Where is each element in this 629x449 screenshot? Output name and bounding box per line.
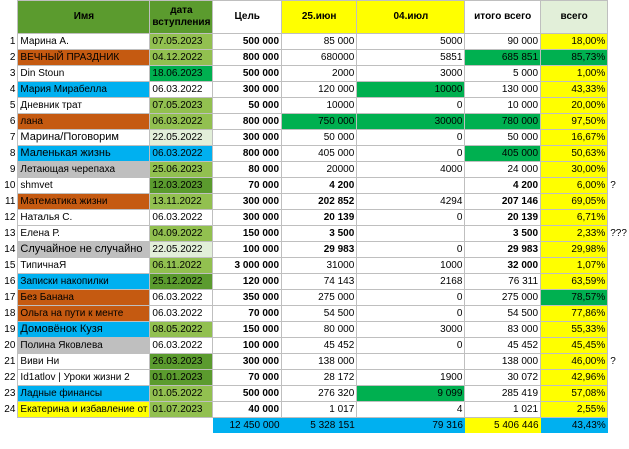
cell-total[interactable]: 45 452 <box>465 338 541 354</box>
cell-total[interactable]: 76 311 <box>465 274 541 290</box>
cell-pct[interactable]: 57,08% <box>541 386 608 402</box>
cell-jun[interactable]: 1 017 <box>282 402 357 418</box>
total-jul[interactable]: 79 316 <box>357 418 465 434</box>
cell-goal[interactable]: 150 000 <box>213 322 282 338</box>
cell-note[interactable] <box>608 194 629 210</box>
row-number[interactable]: 3 <box>9 68 16 79</box>
cell-name[interactable]: Марина/Поговорим <box>18 130 150 146</box>
cell-pct[interactable]: 77,86% <box>541 306 608 322</box>
table-row <box>0 258 629 274</box>
cell-pct[interactable]: 30,00% <box>541 162 608 178</box>
cell-note[interactable] <box>608 114 629 130</box>
cell-total[interactable]: 207 146 <box>465 194 541 210</box>
row-number[interactable]: 23 <box>4 388 16 399</box>
cell-date[interactable]: 13.11.2022 <box>150 194 213 210</box>
cell-pct[interactable]: 78,57% <box>541 290 608 306</box>
table-row <box>0 338 629 354</box>
cell-note[interactable] <box>608 338 629 354</box>
header-jun25[interactable]: 25.июн <box>282 1 357 34</box>
cell-jun[interactable]: 405 000 <box>282 146 357 162</box>
total-goal[interactable]: 12 450 000 <box>213 418 282 434</box>
header-name[interactable]: Имя <box>18 1 150 34</box>
cell-jul[interactable]: 0 <box>357 98 465 114</box>
cell-name[interactable]: Ольга на пути к менте <box>18 306 150 322</box>
row-number[interactable]: 4 <box>9 84 16 95</box>
total-pct[interactable]: 43,43% <box>541 418 608 434</box>
cell-date[interactable]: 18.06.2023 <box>150 66 213 82</box>
table-row <box>0 130 629 146</box>
cell-goal[interactable]: 300 000 <box>213 194 282 210</box>
cell-goal[interactable]: 300 000 <box>213 130 282 146</box>
cell-jun[interactable]: 31000 <box>282 258 357 274</box>
cell-jul[interactable]: 0 <box>357 306 465 322</box>
cell-pct[interactable]: 45,45% <box>541 338 608 354</box>
cell-date[interactable]: 01.05.2022 <box>150 386 213 402</box>
cell-pct[interactable]: 46,00% <box>541 354 608 370</box>
cell-jul[interactable] <box>357 178 465 194</box>
cell-jul[interactable]: 5851 <box>357 50 465 66</box>
cell-total[interactable]: 285 419 <box>465 386 541 402</box>
cell-total[interactable]: 5 000 <box>465 66 541 82</box>
cell-name[interactable]: Ладные финансы <box>18 386 150 402</box>
row-number[interactable]: 2 <box>9 52 16 63</box>
cell-total[interactable]: 405 000 <box>465 146 541 162</box>
cell-date[interactable]: 25.12.2022 <box>150 274 213 290</box>
cell-goal[interactable]: 40 000 <box>213 402 282 418</box>
table-row <box>0 370 629 386</box>
cell-total[interactable]: 275 000 <box>465 290 541 306</box>
cell-pct[interactable]: 43,33% <box>541 82 608 98</box>
cell-note[interactable]: ??? <box>610 228 627 239</box>
cell-pct[interactable]: 55,33% <box>541 322 608 338</box>
row-number[interactable]: 16 <box>4 276 16 287</box>
cell-date[interactable]: 12.03.2023 <box>150 178 213 194</box>
cell-jul[interactable]: 0 <box>357 146 465 162</box>
cell-date[interactable]: 06.03.2022 <box>150 114 213 130</box>
cell-goal[interactable]: 100 000 <box>213 242 282 258</box>
table-row <box>0 50 629 66</box>
cell-date[interactable]: 08.05.2022 <box>150 322 213 338</box>
cell-name[interactable]: Екатерина и избавление от <box>18 402 150 418</box>
cell-jun[interactable]: 750 000 <box>282 114 357 130</box>
table-row <box>0 210 629 226</box>
table-row <box>0 402 629 418</box>
cell-jul[interactable]: 5000 <box>357 34 465 50</box>
cell-date[interactable]: 04.09.2022 <box>150 226 213 242</box>
cell-goal[interactable]: 3 000 000 <box>213 258 282 274</box>
cell-jun[interactable]: 120 000 <box>282 82 357 98</box>
header-all[interactable]: всего <box>541 1 608 34</box>
cell-name[interactable]: Случайное не случайно <box>18 242 150 258</box>
cell-goal[interactable]: 500 000 <box>213 386 282 402</box>
cell-pct[interactable]: 63,59% <box>541 274 608 290</box>
cell-jul[interactable]: 30000 <box>357 114 465 130</box>
cell-total[interactable]: 3 500 <box>465 226 541 242</box>
cell-name[interactable]: shmvet <box>18 178 150 194</box>
cell-goal[interactable]: 800 000 <box>213 50 282 66</box>
cell-pct[interactable]: 2,55% <box>541 402 608 418</box>
cell-name[interactable]: Мария Мирабелла <box>18 82 150 98</box>
cell-jun[interactable]: 202 852 <box>282 194 357 210</box>
cell-jun[interactable]: 20 139 <box>282 210 357 226</box>
cell-total[interactable]: 24 000 <box>465 162 541 178</box>
cell-jun[interactable]: 54 500 <box>282 306 357 322</box>
cell-jun[interactable]: 74 143 <box>282 274 357 290</box>
row-number[interactable]: 18 <box>4 308 16 319</box>
cell-note[interactable] <box>608 306 629 322</box>
cell-note[interactable] <box>608 242 629 258</box>
cell-pct[interactable]: 50,63% <box>541 146 608 162</box>
row-number[interactable]: 9 <box>9 164 16 175</box>
cell-name[interactable]: лана <box>18 114 150 130</box>
row-number[interactable]: 20 <box>4 340 16 351</box>
totals-spacer <box>150 418 213 434</box>
cell-note[interactable] <box>608 290 629 306</box>
cell-date[interactable]: 04.12.2022 <box>150 50 213 66</box>
row-number[interactable]: 10 <box>4 180 16 191</box>
cell-date[interactable]: 06.03.2022 <box>150 290 213 306</box>
row-number[interactable]: 19 <box>4 324 16 335</box>
cell-date[interactable]: 06.03.2022 <box>150 146 213 162</box>
cell-jul[interactable]: 1000 <box>357 258 465 274</box>
cell-goal[interactable]: 70 000 <box>213 306 282 322</box>
cell-name[interactable]: Домовёнок Кузя <box>18 322 150 338</box>
table-row <box>0 146 629 162</box>
cell-jul[interactable]: 4 <box>357 402 465 418</box>
cell-jun[interactable]: 29 983 <box>282 242 357 258</box>
cell-name[interactable]: Id1atlov | Уроки жизни 2 <box>18 370 150 386</box>
cell-name[interactable]: Виви Ни <box>18 354 150 370</box>
cell-goal[interactable]: 100 000 <box>213 338 282 354</box>
totals-spacer <box>18 418 150 434</box>
table-row <box>0 226 629 242</box>
cell-note[interactable] <box>608 66 629 82</box>
cell-name[interactable]: Din Stoun <box>18 66 150 82</box>
cell-jun[interactable]: 10000 <box>282 98 357 114</box>
cell-pct[interactable]: 29,98% <box>541 242 608 258</box>
cell-note[interactable] <box>608 146 629 162</box>
cell-jun[interactable]: 138 000 <box>282 354 357 370</box>
table-row <box>0 306 629 322</box>
cell-date[interactable]: 06.11.2022 <box>150 258 213 274</box>
cell-pct[interactable]: 85,73% <box>541 50 608 66</box>
row-number[interactable]: 7 <box>9 132 16 143</box>
row-number[interactable]: 17 <box>4 292 16 303</box>
cell-total[interactable]: 83 000 <box>465 322 541 338</box>
cell-date[interactable]: 25.06.2023 <box>150 162 213 178</box>
cell-pct[interactable]: 1,07% <box>541 258 608 274</box>
table-row <box>0 82 629 98</box>
cell-note[interactable] <box>608 50 629 66</box>
cell-jul[interactable]: 4000 <box>357 162 465 178</box>
cell-jul[interactable]: 0 <box>357 210 465 226</box>
cell-name[interactable]: Летающая черепаха <box>18 162 150 178</box>
cell-date[interactable]: 26.03.2023 <box>150 354 213 370</box>
cell-note[interactable] <box>608 322 629 338</box>
cell-jul[interactable] <box>357 354 465 370</box>
cell-total[interactable]: 685 851 <box>465 50 541 66</box>
row-number <box>0 418 18 434</box>
cell-note[interactable] <box>608 258 629 274</box>
row-number[interactable]: 13 <box>4 228 16 239</box>
cell-jun[interactable]: 85 000 <box>282 34 357 50</box>
cell-pct[interactable]: 18,00% <box>541 34 608 50</box>
table-row <box>0 66 629 82</box>
cell-name[interactable]: Марина А. <box>18 34 150 50</box>
cell-pct[interactable]: 97,50% <box>541 114 608 130</box>
cell-jul[interactable]: 0 <box>357 290 465 306</box>
cell-goal[interactable]: 80 000 <box>213 162 282 178</box>
row-number[interactable]: 15 <box>4 260 16 271</box>
cell-goal[interactable]: 300 000 <box>213 210 282 226</box>
cell-jul[interactable] <box>357 226 465 242</box>
cell-goal[interactable]: 70 000 <box>213 370 282 386</box>
cell-jul[interactable]: 0 <box>357 338 465 354</box>
cell-note[interactable]: ? <box>610 180 616 191</box>
table-row <box>0 242 629 258</box>
cell-date[interactable]: 07.05.2023 <box>150 98 213 114</box>
table-row <box>0 290 629 306</box>
header-note <box>608 1 629 34</box>
cell-jun[interactable]: 4 200 <box>282 178 357 194</box>
cell-name[interactable]: Математика жизни <box>18 194 150 210</box>
cell-total[interactable]: 4 200 <box>465 178 541 194</box>
cell-total[interactable]: 29 983 <box>465 242 541 258</box>
row-number[interactable]: 5 <box>9 100 16 111</box>
cell-goal[interactable]: 150 000 <box>213 226 282 242</box>
table-row <box>0 194 629 210</box>
totals-row <box>0 418 629 434</box>
cell-note[interactable] <box>608 386 629 402</box>
row-number[interactable]: 8 <box>9 148 16 159</box>
row-number[interactable]: 21 <box>4 356 16 367</box>
cell-name[interactable]: Маленькая жизнь <box>18 146 150 162</box>
cell-jun[interactable]: 276 320 <box>282 386 357 402</box>
corner-cell <box>0 1 18 34</box>
cell-name[interactable]: Полина Яковлева <box>18 338 150 354</box>
cell-name[interactable]: Дневник трат <box>18 98 150 114</box>
cell-goal[interactable]: 70 000 <box>213 178 282 194</box>
cell-date[interactable]: 22.05.2022 <box>150 130 213 146</box>
cell-total[interactable]: 32 000 <box>465 258 541 274</box>
cell-total[interactable]: 138 000 <box>465 354 541 370</box>
cell-note[interactable] <box>608 82 629 98</box>
cell-pct[interactable]: 69,05% <box>541 194 608 210</box>
cell-total[interactable]: 50 000 <box>465 130 541 146</box>
table-row <box>0 386 629 402</box>
cell-pct[interactable]: 1,00% <box>541 66 608 82</box>
cell-jun[interactable]: 20000 <box>282 162 357 178</box>
cell-goal[interactable]: 500 000 <box>213 34 282 50</box>
cell-jun[interactable]: 680000 <box>282 50 357 66</box>
table-row <box>0 354 629 370</box>
cell-date[interactable]: 06.03.2022 <box>150 210 213 226</box>
cell-note[interactable] <box>608 162 629 178</box>
cell-date[interactable]: 06.03.2022 <box>150 338 213 354</box>
cell-jul[interactable]: 1900 <box>357 370 465 386</box>
cell-note[interactable] <box>608 34 629 50</box>
cell-jul[interactable]: 3000 <box>357 66 465 82</box>
cell-total[interactable]: 10 000 <box>465 98 541 114</box>
cell-date[interactable]: 07.05.2023 <box>150 34 213 50</box>
cell-name[interactable]: ТипичнаЯ <box>18 258 150 274</box>
cell-goal[interactable]: 300 000 <box>213 82 282 98</box>
table-row <box>0 34 629 50</box>
cell-note[interactable] <box>608 130 629 146</box>
cell-date[interactable]: 01.07.2023 <box>150 402 213 418</box>
cell-jul[interactable]: 0 <box>357 130 465 146</box>
cell-jul[interactable]: 4294 <box>357 194 465 210</box>
cell-goal[interactable]: 300 000 <box>213 354 282 370</box>
cell-date[interactable]: 22.05.2022 <box>150 242 213 258</box>
cell-goal[interactable]: 350 000 <box>213 290 282 306</box>
cell-name[interactable]: Наталья С. <box>18 210 150 226</box>
cell-goal[interactable]: 500 000 <box>213 66 282 82</box>
total-sum[interactable]: 5 406 446 <box>465 418 541 434</box>
cell-goal[interactable]: 800 000 <box>213 114 282 130</box>
row-number[interactable]: 22 <box>4 372 16 383</box>
cell-jul[interactable]: 9 099 <box>357 386 465 402</box>
cell-name[interactable]: Без Банана <box>18 290 150 306</box>
row-number[interactable]: 11 <box>5 196 16 207</box>
row-number[interactable]: 1 <box>9 36 16 47</box>
header-total[interactable]: итого всего <box>465 1 541 34</box>
cell-jun[interactable]: 50 000 <box>282 130 357 146</box>
cell-note[interactable] <box>608 98 629 114</box>
table-row <box>0 274 629 290</box>
cell-total[interactable]: 780 000 <box>465 114 541 130</box>
cell-note[interactable] <box>608 274 629 290</box>
header-date[interactable]: дата вступления <box>150 1 213 34</box>
cell-total[interactable]: 54 500 <box>465 306 541 322</box>
cell-name[interactable]: Елена Р. <box>18 226 150 242</box>
cell-note[interactable] <box>608 402 629 418</box>
row-number[interactable]: 14 <box>4 244 16 255</box>
cell-pct[interactable]: 42,96% <box>541 370 608 386</box>
cell-jun[interactable]: 3 500 <box>282 226 357 242</box>
table-row <box>0 98 629 114</box>
cell-pct[interactable]: 2,33% <box>541 226 608 242</box>
cell-goal[interactable]: 50 000 <box>213 98 282 114</box>
table-row <box>0 114 629 130</box>
cell-date[interactable]: 01.01.2023 <box>150 370 213 386</box>
cell-date[interactable]: 06.03.2022 <box>150 306 213 322</box>
table-row <box>0 322 629 338</box>
cell-jun[interactable]: 2000 <box>282 66 357 82</box>
cell-total[interactable]: 90 000 <box>465 34 541 50</box>
cell-total[interactable]: 20 139 <box>465 210 541 226</box>
header-goal[interactable]: Цель <box>213 1 282 34</box>
cell-jun[interactable]: 45 452 <box>282 338 357 354</box>
cell-name[interactable]: Записки накопилки <box>18 274 150 290</box>
cell-pct[interactable]: 6,71% <box>541 210 608 226</box>
row-number[interactable]: 24 <box>4 404 16 415</box>
cell-note[interactable] <box>608 370 629 386</box>
cell-pct[interactable]: 16,67% <box>541 130 608 146</box>
cell-total[interactable]: 130 000 <box>465 82 541 98</box>
cell-name[interactable]: ВЕЧНЫЙ ПРАЗДНИК <box>18 50 150 66</box>
cell-jul[interactable]: 10000 <box>357 82 465 98</box>
cell-goal[interactable]: 800 000 <box>213 146 282 162</box>
cell-jul[interactable]: 3000 <box>357 322 465 338</box>
cell-goal[interactable]: 120 000 <box>213 274 282 290</box>
table-row <box>0 162 629 178</box>
cell-jul[interactable]: 0 <box>357 242 465 258</box>
cell-pct[interactable]: 20,00% <box>541 98 608 114</box>
cell-jun[interactable]: 275 000 <box>282 290 357 306</box>
cell-note[interactable] <box>608 210 629 226</box>
cell-date[interactable]: 06.03.2022 <box>150 82 213 98</box>
cell-jun[interactable]: 80 000 <box>282 322 357 338</box>
row-number[interactable]: 12 <box>4 212 16 223</box>
row-number[interactable]: 6 <box>9 116 16 127</box>
cell-note[interactable]: ? <box>610 356 616 367</box>
cell-total[interactable]: 1 021 <box>465 402 541 418</box>
cell-pct[interactable]: 6,00% <box>541 178 608 194</box>
header-jul04[interactable]: 04.июл <box>357 1 465 34</box>
cell-jun[interactable]: 28 172 <box>282 370 357 386</box>
cell-jul[interactable]: 2168 <box>357 274 465 290</box>
cell-total[interactable]: 30 072 <box>465 370 541 386</box>
total-jun[interactable]: 5 328 151 <box>282 418 357 434</box>
totals-spacer <box>608 418 629 434</box>
table-row <box>0 178 629 194</box>
